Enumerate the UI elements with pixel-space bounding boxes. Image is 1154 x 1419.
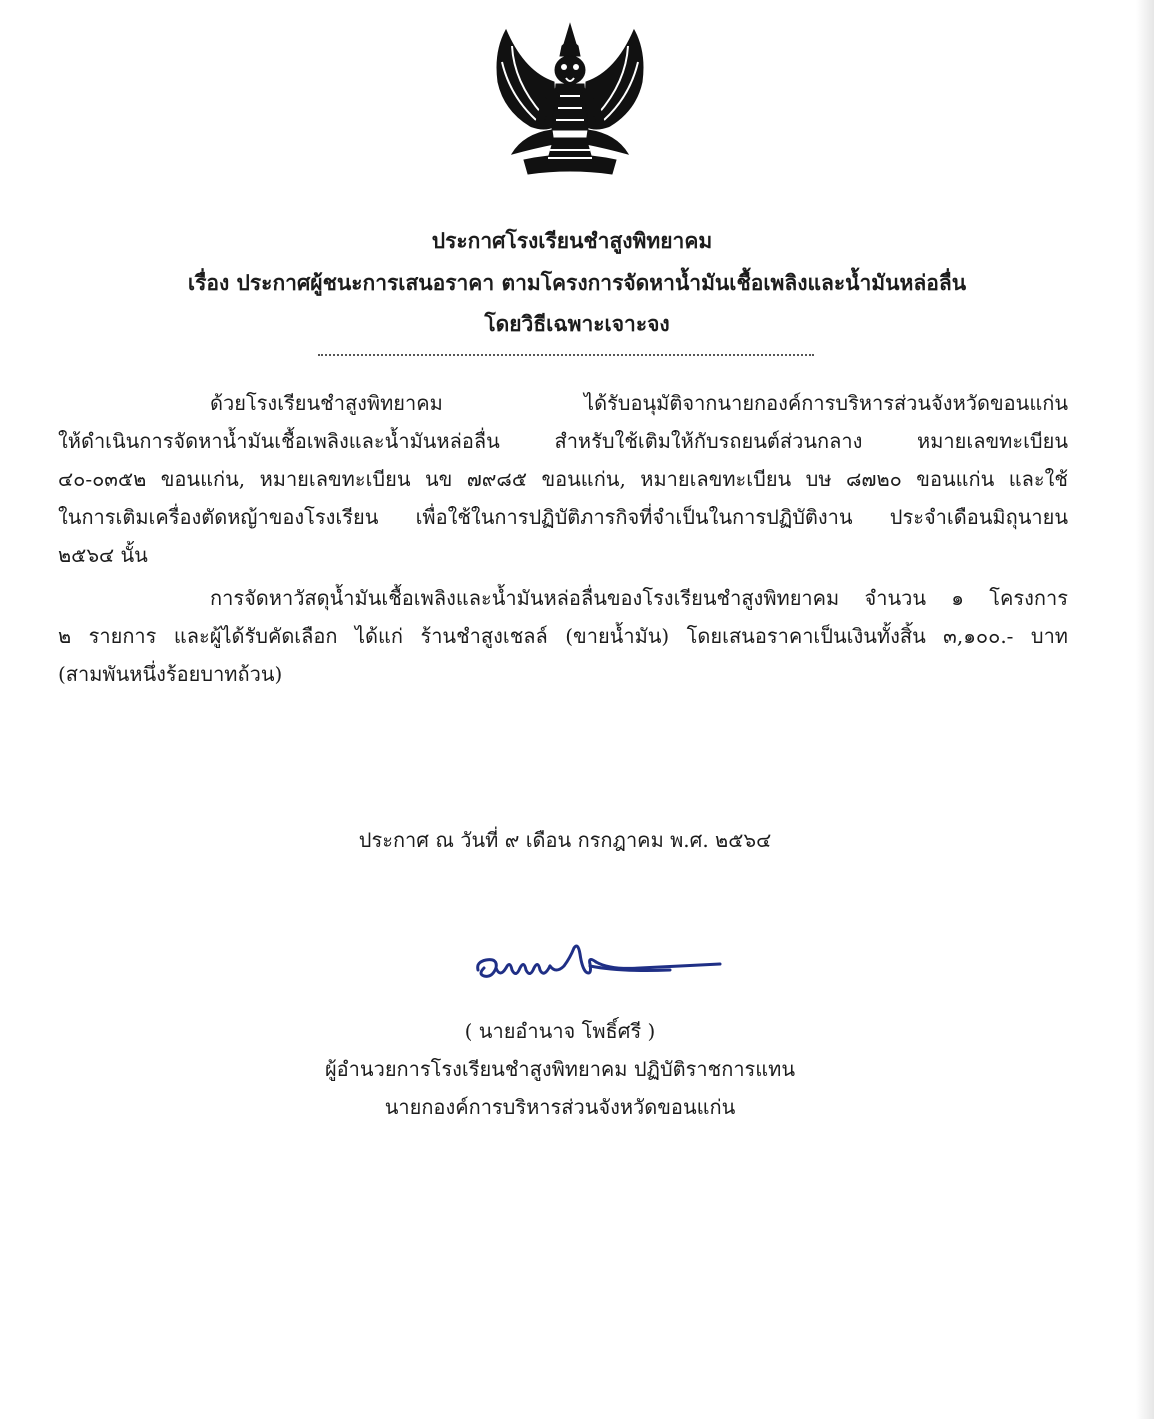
paper-edge-shadow bbox=[1136, 0, 1154, 1419]
paragraph-line: การจัดหาวัสดุน้ำมันเชื้อเพลิงและน้ำมันหล่อลื่นของโรงเรียนชำสูงพิทยาคม จำนวน ๑ โครงการ bbox=[210, 586, 1068, 610]
handwritten-signature bbox=[470, 944, 730, 1004]
signer-position: ผู้อำนวยการโรงเรียนชำสูงพิทยาคม ปฏิบัติราชการแทน bbox=[324, 1057, 796, 1081]
announcement-subject: เรื่อง ประกาศผู้ชนะการเสนอราคา ตามโครงการจัดหาน้ำมันเชื้อเพลิงและน้ำมันหล่อลื่น bbox=[187, 270, 967, 295]
announcement-title: ประกาศโรงเรียนชำสูงพิทยาคม bbox=[431, 228, 713, 253]
paragraph-approval bbox=[58, 384, 1068, 574]
garuda-emblem-icon bbox=[484, 22, 656, 182]
paragraph-line: ด้วยโรงเรียนชำสูงพิทยาคม ได้รับอนุมัติจากนายกองค์การบริหารส่วนจังหวัดขอนแก่น bbox=[210, 391, 1068, 415]
paragraph-line: ให้ดำเนินการจัดหาน้ำมันเชื้อเพลิงและน้ำมันหล่อลื่น สำหรับใช้เติมให้กับรถยนต์ส่วนกลาง หมายเลขทะเบียน bbox=[58, 429, 1068, 453]
paragraph-line: ๔๐-๐๓๕๒ ขอนแก่น, หมายเลขทะเบียน นข ๗๙๘๕ ขอนแก่น, หมายเลขทะเบียน บษ ๘๗๒๐ ขอนแก่น และใช้ bbox=[58, 467, 1068, 491]
signer-name: ( นายอำนาจ โพธิ์ศรี ) bbox=[464, 1019, 656, 1043]
procurement-method: โดยวิธีเฉพาะเจาะจง bbox=[484, 311, 670, 336]
paragraph-winner bbox=[58, 579, 1068, 693]
announcement-date: ประกาศ ณ วันที่ ๙ เดือน กรกฎาคม พ.ศ. ๒๕๖๔ bbox=[358, 828, 772, 852]
dotted-separator bbox=[318, 354, 814, 356]
paragraph-line: ๒ รายการ และผู้ได้รับคัดเลือก ได้แก่ ร้านชำสูงเชลล์ (ขายน้ำมัน) โดยเสนอราคาเป็นเงินทั้งสิ้น ๓,๑๐๐.- บาท bbox=[58, 624, 1068, 648]
paragraph-line: (สามพันหนึ่งร้อยบาทถ้วน) bbox=[58, 662, 283, 686]
paragraph-line: ๒๕๖๔ นั้น bbox=[58, 543, 148, 567]
paragraph-line: ในการเติมเครื่องตัดหญ้าของโรงเรียน เพื่อใช้ในการปฏิบัติภารกิจที่จำเป็นในการปฏิบัติงาน ประจำเดือนมิถุนายน bbox=[58, 505, 1068, 529]
signer-authority: นายกองค์การบริหารส่วนจังหวัดขอนแก่น bbox=[384, 1095, 736, 1119]
